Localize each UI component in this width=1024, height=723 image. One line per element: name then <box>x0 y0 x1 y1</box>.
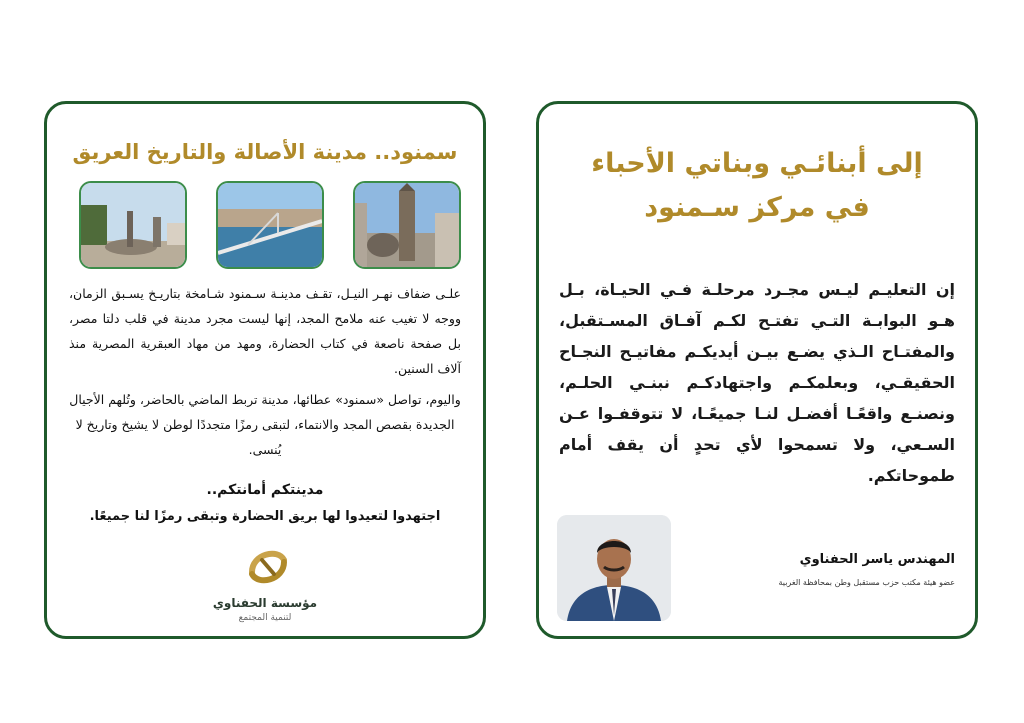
signature-title: عضو هيئة مكتب حزب مستقبل وطن بمحافظة الغربية <box>778 578 955 587</box>
closing-line-2: اجتهدوا لتعيدوا لها بريق الحضارة وتبقى رمزًا لنا جميعًا. <box>89 509 441 524</box>
left-page-card <box>44 101 486 639</box>
portrait-photo <box>557 515 671 621</box>
right-page-card <box>536 101 978 639</box>
city-square-photo <box>79 181 187 269</box>
message-paragraph: إن التعليـم ليـس مجـرد مرحلـة فـي الحيـاة، بـل هـو البوابـة التـي تفتـح لكـم آفـاق المسـتقبل، والمفتـاح الـذي يضـع بيـن أيديكـم مفاتيـح النجـاح الحقيقـي، وبعلمكـم واجتهادكـم نبنـي الحلـم، ونصنـع واقعًـا أفضـل لنـا جميعًـا، لا تتوقفـوا عـن السـعي، ولا تسمحوا لأي تحدٍ أن يقف أمام طموحاتكم. <box>559 280 955 485</box>
signature-name: المهندس ياسر الحفناوي <box>799 552 955 567</box>
right-title-line-1: إلى أبنائـي وبناتي الأحباء <box>591 148 923 179</box>
closing-line-1: مدينتكم أمانتكم.. <box>206 482 324 498</box>
history-paragraph: علـى ضفاف نهـر النيـل، تقـف مدينـة سـمنود شـامخة بتاريـخ يسـبق الزمان، ووجه لا تغيب عنه ملامح المجد، إنها ليست مجرد مدينة في قلب دلتا مصر، بل صفحة ناصعة في كتاب الحضارة، ومهد من مهاد العبقرية المصرية منذ آلاف السنين. <box>69 286 461 376</box>
today-paragraph: واليوم، تواصل «سمنود» عطائها، مدينة تربط الماضي بالحاضر، وتُلهم الأجيال الجديدة بقصص المجد والانتماء، لتبقى رمزًا متجددًا لوطن لا يشيخ وتاريخ لا يُنسى. <box>69 392 461 457</box>
right-title-line-2: في مركز سـمنود <box>644 192 870 223</box>
foundation-subtitle: لتنمية المجتمع <box>238 613 292 623</box>
mosque-minaret-photo <box>353 181 461 269</box>
nile-bridge-photo <box>216 181 324 269</box>
left-page-title: سمنود.. مدينة الأصالة والتاريخ العريق <box>72 140 458 164</box>
right-page-title <box>539 142 975 230</box>
foundation-logo-icon <box>244 544 292 590</box>
foundation-name: مؤسسة الحفناوي <box>212 596 318 610</box>
